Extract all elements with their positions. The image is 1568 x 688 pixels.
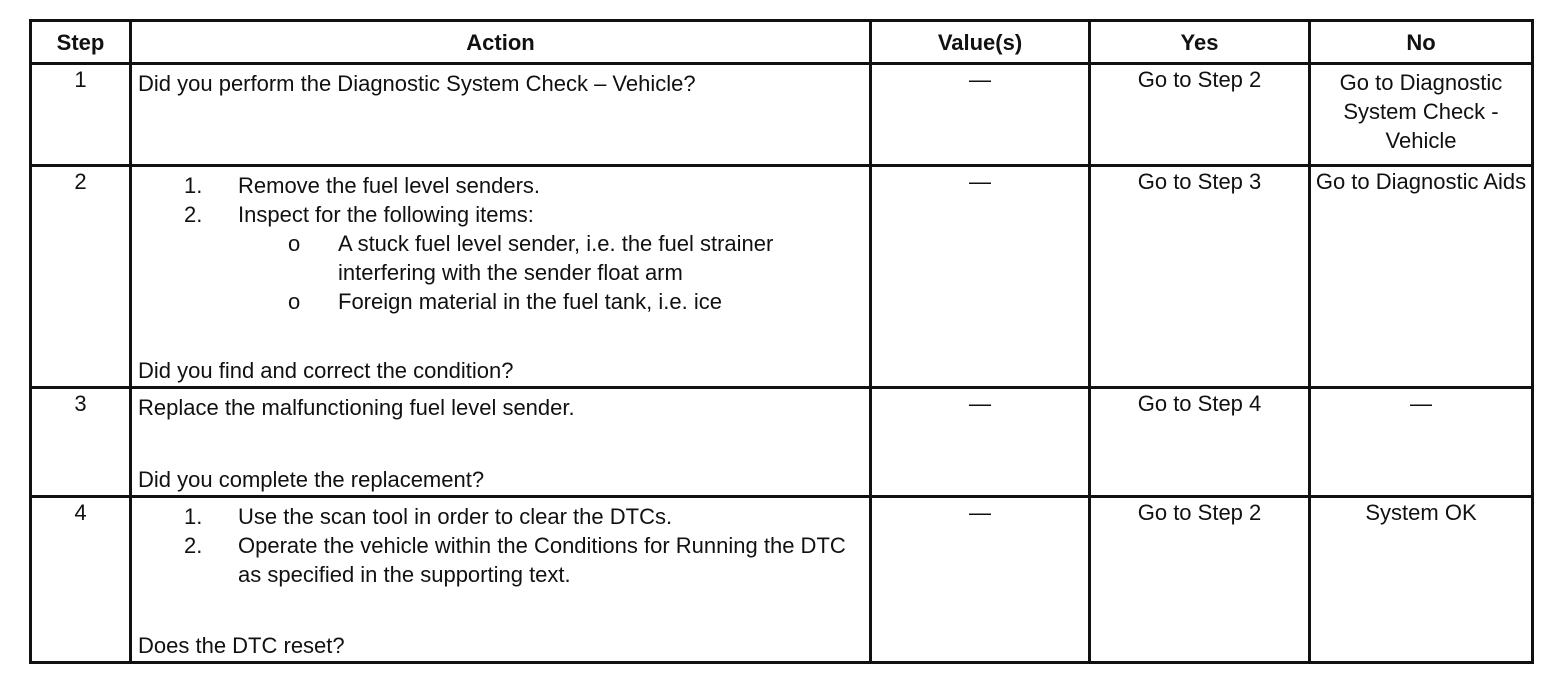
yes-cell: Go to Step 4	[1090, 388, 1310, 497]
header-values: Value(s)	[871, 21, 1090, 64]
list-item	[138, 229, 863, 287]
header-yes: Yes	[1090, 21, 1310, 64]
yes-cell: Go to Step 2	[1090, 497, 1310, 663]
no-cell: Go to Diagnostic System Check - Vehicle	[1310, 64, 1533, 166]
list-number: 1.	[184, 504, 203, 529]
table-row	[31, 166, 1533, 388]
list-item	[138, 502, 863, 531]
list-item	[138, 200, 863, 229]
no-cell: Go to Diagnostic Aids	[1310, 166, 1533, 388]
header-step: Step	[31, 21, 131, 64]
list-number: 2.	[184, 533, 203, 558]
bullet-icon: o	[288, 289, 301, 314]
value-cell: —	[871, 64, 1090, 166]
list-text: Remove the fuel level senders.	[238, 173, 541, 198]
list-item	[138, 531, 863, 589]
list-text: Use the scan tool in order to clear the DTCs.	[238, 504, 673, 529]
value-cell: —	[871, 388, 1090, 497]
header-action: Action	[131, 21, 871, 64]
list-text: Foreign material in the fuel tank, i.e. ice	[338, 289, 722, 314]
list-text: Inspect for the following items:	[238, 202, 534, 227]
action-question: Does the DTC reset?	[138, 633, 345, 658]
action-question: Did you perform the Diagnostic System Check – Vehicle?	[138, 71, 696, 96]
list-item	[138, 171, 863, 200]
action-cell	[131, 388, 871, 497]
step-number: 4	[31, 497, 131, 663]
header-row	[31, 21, 1533, 64]
no-cell: —	[1310, 388, 1533, 497]
yes-cell: Go to Step 3	[1090, 166, 1310, 388]
no-cell: System OK	[1310, 497, 1533, 663]
action-question: Did you complete the replacement?	[138, 467, 485, 492]
step-number: 2	[31, 166, 131, 388]
list-number: 1.	[184, 173, 203, 198]
list-item	[138, 287, 863, 316]
value-cell: —	[871, 497, 1090, 663]
diagnostic-table	[29, 19, 1534, 664]
table-row	[31, 64, 1533, 166]
value-cell: —	[871, 166, 1090, 388]
yes-cell: Go to Step 2	[1090, 64, 1310, 166]
list-text: A stuck fuel level sender, i.e. the fuel strainer interfering with the sender float arm	[338, 231, 774, 285]
bullet-icon: o	[288, 231, 301, 256]
step-number: 1	[31, 64, 131, 166]
table-row	[31, 497, 1533, 663]
action-cell	[131, 497, 871, 663]
action-cell	[131, 166, 871, 388]
bullet-list	[138, 229, 863, 316]
numbered-list	[138, 502, 863, 589]
step-number: 3	[31, 388, 131, 497]
action-question: Did you find and correct the condition?	[138, 358, 514, 383]
header-no: No	[1310, 21, 1533, 64]
numbered-list	[138, 171, 863, 229]
list-number: 2.	[184, 202, 203, 227]
action-cell	[131, 64, 871, 166]
action-instruction: Replace the malfunctioning fuel level sender.	[138, 395, 575, 420]
list-text: Operate the vehicle within the Conditions for Running the DTC as specified in the supporting text.	[238, 533, 846, 587]
table-row	[31, 388, 1533, 497]
